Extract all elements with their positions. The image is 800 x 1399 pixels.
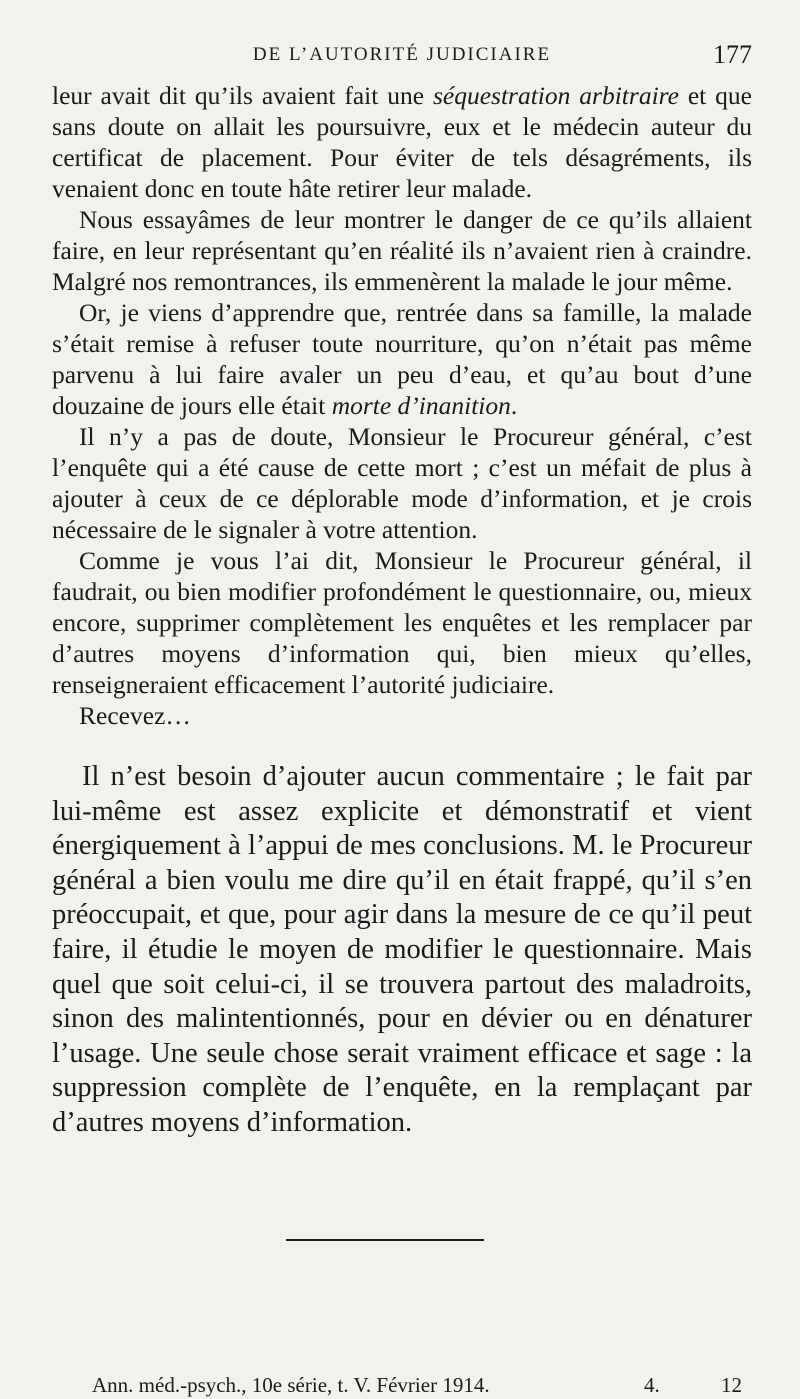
running-title: DE L’AUTORITÉ JUDICIAIRE xyxy=(252,44,552,65)
footer-sheet-number: 12 xyxy=(721,1373,742,1397)
paragraph-3 xyxy=(52,297,752,421)
author-commentary xyxy=(52,760,752,1141)
paragraph-1-text: leur avait dit qu’ils avaient fait une xyxy=(52,81,433,110)
paragraph-4 xyxy=(52,421,752,545)
footer-signature-mark: 4. xyxy=(644,1373,660,1397)
commentary-paragraph: Il n’est besoin d’ajouter aucun commentaire ; le fait par lui-même est assez explicite et démonstratif et vient énergiquement à l’appui de mes conclusions. M. le Procureur général a bien voulu me dire qu’il en était frappé, qu’il s’en préoccupait, et que, pour agir dans la mesure de ce qu’il peut faire, il étudie le moyen de modifier le questionnaire. Mais quel que soit celui-ci, il se trouvera partout des maladroits, sinon des malintentionnés, pour en dévier ou en dénaturer l’usage. Une seule chose serait vraiment efficace et sage : la suppression complète de l’enquête, en la remplaçant par d’autres moyens d’information. xyxy=(52,761,752,1138)
paragraph-4-text: Il n’y a pas de doute, Monsieur le Procureur général, c’est l’enquête qui a été cause de cette mort ; c’est un méfait de plus à ajouter à ceux de ce déplorable mode d’information, et je crois nécessaire de le signaler à votre attention. xyxy=(52,422,752,544)
page-footer xyxy=(92,1373,742,1399)
paragraph-5 xyxy=(52,545,752,700)
paragraph-1-tail: et que sans doute on allait les poursuivre, eux et le médecin auteur du certificat de placement. Pour éviter de tels désagréments, ils venaient donc en toute hâte retirer leur malade. xyxy=(52,81,752,203)
paragraph-3-emphasis: morte d’inanition xyxy=(331,391,511,420)
letter-excerpt xyxy=(52,80,752,731)
paragraph-6 xyxy=(52,700,752,731)
page-number: 177 xyxy=(713,40,752,69)
paragraph-3-text: Or, je viens d’apprendre que, rentrée dans sa famille, la malade s’était remise à refuser toute nourriture, qu’on n’était pas même parvenu à lui faire avaler un peu d’eau, et qu’au bout d’une douzaine de jours elle était xyxy=(52,298,752,420)
paragraph-1 xyxy=(52,80,752,204)
paragraph-1-emphasis: séquestration arbitraire xyxy=(432,81,679,110)
paragraph-2 xyxy=(52,204,752,297)
paragraph-2-text: Nous essayâmes de leur montrer le danger de ce qu’ils allaient faire, en leur représentant qu’en réalité ils n’avaient rien à craindre. Malgré nos remontrances, ils emmenèrent la malade le jour même. xyxy=(52,205,752,296)
paragraph-3-tail: . xyxy=(510,391,518,420)
running-head xyxy=(52,40,752,74)
footer-journal-reference: Ann. méd.-psych., 10e série, t. V. Février 1914. xyxy=(92,1373,490,1397)
paragraph-5-text: Comme je vous l’ai dit, Monsieur le Procureur général, il faudrait, ou bien modifier profondément le questionnaire, ou, mieux encore, supprimer complètement les enquêtes et les remplacer par d’autres moyens d’information qui, bien mieux qu’elles, renseigneraient efficacement l’autorité judiciaire. xyxy=(52,546,752,699)
section-rule xyxy=(286,1239,484,1241)
closing-text: Recevez… xyxy=(79,701,191,730)
